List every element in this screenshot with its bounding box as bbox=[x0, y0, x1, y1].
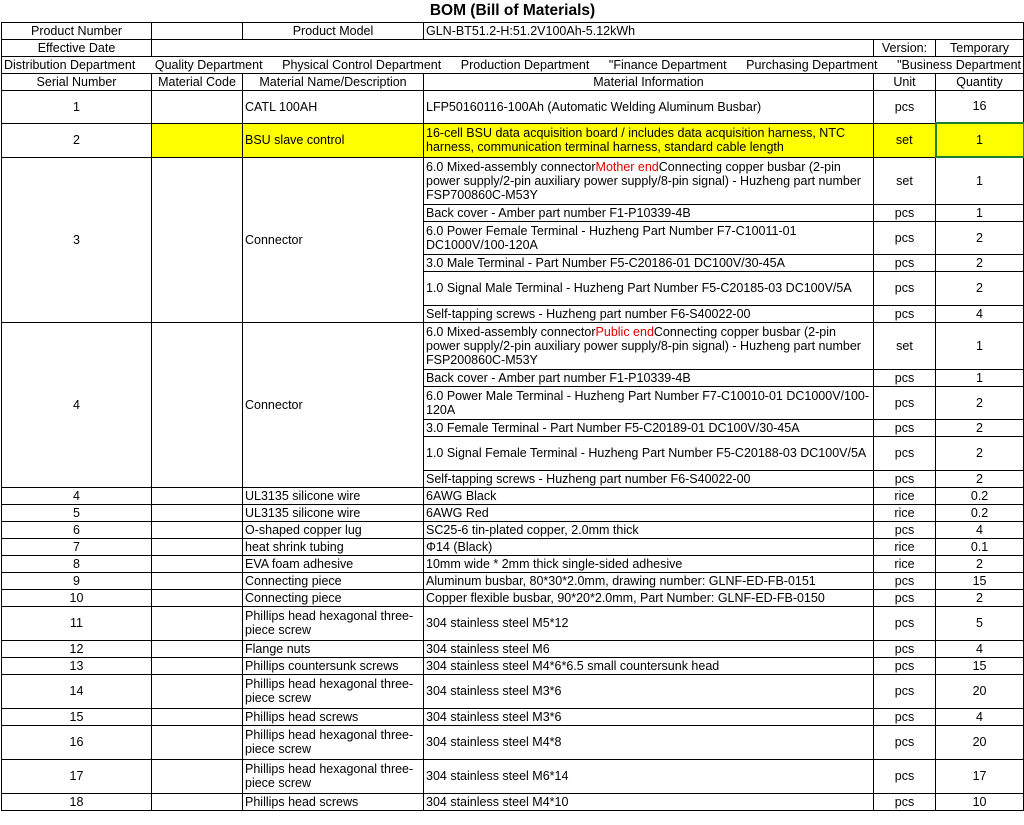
serial-cell: 9 bbox=[2, 572, 152, 589]
name-cell: Phillips head screws bbox=[243, 793, 424, 810]
table-row bbox=[2, 504, 1024, 521]
table-row bbox=[2, 657, 1024, 674]
code-cell[interactable] bbox=[152, 538, 243, 555]
table-row bbox=[2, 521, 1024, 538]
qty-cell: 2 bbox=[936, 386, 1024, 419]
name-cell: Phillips head hexagonal three-piece screw bbox=[243, 606, 424, 640]
code-cell[interactable] bbox=[152, 725, 243, 759]
code-cell[interactable] bbox=[152, 90, 243, 123]
unit-cell: pcs bbox=[874, 419, 936, 436]
code-cell[interactable] bbox=[152, 759, 243, 793]
qty-cell: 2 bbox=[936, 436, 1024, 470]
bom-table bbox=[1, 0, 1024, 811]
department-production: Production Department bbox=[460, 57, 590, 72]
info-cell: 16-cell BSU data acquisition board / includes data acquisition harness, NTC harness, communication terminal harness, standard cable length bbox=[424, 123, 874, 157]
table-row bbox=[2, 589, 1024, 606]
qty-cell: 1 bbox=[936, 204, 1024, 221]
qty-cell: 16 bbox=[936, 90, 1024, 123]
table-row bbox=[2, 708, 1024, 725]
info-cell: 304 stainless steel M6*14 bbox=[424, 759, 874, 793]
column-header-name: Material Name/Description bbox=[243, 73, 424, 90]
name-cell: UL3135 silicone wire bbox=[243, 504, 424, 521]
unit-cell: pcs bbox=[874, 204, 936, 221]
column-header-code: Material Code bbox=[152, 73, 243, 90]
info-cell: LFP50160116-100Ah (Automatic Welding Aluminum Busbar) bbox=[424, 90, 874, 123]
qty-cell: 2 bbox=[936, 221, 1024, 254]
column-header-serial: Serial Number bbox=[2, 73, 152, 90]
code-cell[interactable] bbox=[152, 322, 243, 487]
code-cell[interactable] bbox=[152, 606, 243, 640]
table-row bbox=[2, 90, 1024, 123]
qty-cell: 10 bbox=[936, 793, 1024, 810]
info-text: Connecting copper busbar (2-pin power supply/2-pin auxiliary power supply/8-pin signal) - Huzheng part number FSP200860C-M53Y bbox=[426, 324, 861, 367]
departments-cell bbox=[2, 56, 1024, 73]
code-cell[interactable] bbox=[152, 572, 243, 589]
name-cell: CATL 100AH bbox=[243, 90, 424, 123]
unit-cell: pcs bbox=[874, 436, 936, 470]
name-cell: EVA foam adhesive bbox=[243, 555, 424, 572]
version-value[interactable]: Temporary bbox=[936, 39, 1024, 56]
unit-cell: pcs bbox=[874, 759, 936, 793]
unit-cell: pcs bbox=[874, 271, 936, 305]
qty-cell: 20 bbox=[936, 725, 1024, 759]
qty-cell: 20 bbox=[936, 674, 1024, 708]
unit-cell: set bbox=[874, 157, 936, 204]
name-cell: Phillips head hexagonal three-piece screw bbox=[243, 674, 424, 708]
department-quality: Quality Department bbox=[154, 57, 263, 72]
qty-cell: 4 bbox=[936, 305, 1024, 322]
unit-cell: pcs bbox=[874, 386, 936, 419]
unit-cell: rice bbox=[874, 487, 936, 504]
unit-cell: pcs bbox=[874, 254, 936, 271]
departments-row bbox=[2, 56, 1024, 73]
name-cell: Connecting piece bbox=[243, 572, 424, 589]
table-row bbox=[2, 725, 1024, 759]
effective-date-row bbox=[2, 39, 1024, 56]
info-cell: 3.0 Female Terminal - Part Number F5-C20189-01 DC100V/30-45A bbox=[424, 419, 874, 436]
code-cell[interactable] bbox=[152, 487, 243, 504]
column-header-unit: Unit bbox=[874, 73, 936, 90]
table-row bbox=[2, 606, 1024, 640]
unit-cell: rice bbox=[874, 504, 936, 521]
name-cell: Connecting piece bbox=[243, 589, 424, 606]
info-cell: 304 stainless steel M6 bbox=[424, 640, 874, 657]
product-number-label: Product Number bbox=[2, 22, 152, 39]
info-text: 6.0 Mixed-assembly connector bbox=[426, 159, 596, 174]
info-text: Connecting copper busbar (2-pin power supply/2-pin auxiliary power supply/8-pin signal) - Huzheng part number FSP700860C-M53Y bbox=[426, 159, 861, 202]
qty-cell: 15 bbox=[936, 572, 1024, 589]
unit-cell: rice bbox=[874, 538, 936, 555]
qty-cell: 1 bbox=[936, 369, 1024, 386]
name-cell: heat shrink tubing bbox=[243, 538, 424, 555]
code-cell[interactable] bbox=[152, 123, 243, 157]
serial-cell: 14 bbox=[2, 674, 152, 708]
table-row-highlighted bbox=[2, 123, 1024, 157]
qty-cell: 2 bbox=[936, 470, 1024, 487]
unit-cell: pcs bbox=[874, 708, 936, 725]
code-cell[interactable] bbox=[152, 657, 243, 674]
info-cell: Φ14 (Black) bbox=[424, 538, 874, 555]
info-cell: 304 stainless steel M3*6 bbox=[424, 708, 874, 725]
info-text-red: Public end bbox=[595, 324, 654, 339]
serial-cell: 18 bbox=[2, 793, 152, 810]
column-header-row bbox=[2, 73, 1024, 90]
table-row bbox=[2, 674, 1024, 708]
unit-cell: pcs bbox=[874, 305, 936, 322]
department-business: "Business Department bbox=[897, 57, 1022, 72]
serial-cell: 7 bbox=[2, 538, 152, 555]
code-cell[interactable] bbox=[152, 157, 243, 322]
info-cell: 304 stainless steel M5*12 bbox=[424, 606, 874, 640]
info-cell: 304 stainless steel M4*6*6.5 small countersunk head bbox=[424, 657, 874, 674]
name-cell: Connector bbox=[243, 157, 424, 322]
unit-cell: pcs bbox=[874, 657, 936, 674]
product-model-label: Product Model bbox=[243, 22, 424, 39]
table-row bbox=[2, 322, 1024, 369]
info-text-red: Mother end bbox=[595, 159, 659, 174]
info-cell: Back cover - Amber part number F1-P10339-4B bbox=[424, 204, 874, 221]
serial-cell: 1 bbox=[2, 90, 152, 123]
unit-cell: set bbox=[874, 322, 936, 369]
serial-cell: 4 bbox=[2, 487, 152, 504]
product-model-value[interactable]: GLN-BT51.2-H:51.2V100Ah-5.12kWh bbox=[424, 22, 1024, 39]
info-cell: Self-tapping screws - Huzheng part number F6-S40022-00 bbox=[424, 305, 874, 322]
serial-cell: 16 bbox=[2, 725, 152, 759]
qty-cell: 1 bbox=[936, 157, 1024, 204]
code-cell[interactable] bbox=[152, 589, 243, 606]
table-row bbox=[2, 640, 1024, 657]
info-cell: Aluminum busbar, 80*30*2.0mm, drawing number: GLNF-ED-FB-0151 bbox=[424, 572, 874, 589]
unit-cell: rice bbox=[874, 555, 936, 572]
unit-cell: pcs bbox=[874, 90, 936, 123]
info-cell: 6.0 Power Female Terminal - Huzheng Part Number F7-C10011-01 DC1000V/100-120A bbox=[424, 221, 874, 254]
effective-date-label: Effective Date bbox=[2, 39, 152, 56]
serial-cell: 2 bbox=[2, 123, 152, 157]
info-cell bbox=[424, 322, 874, 369]
code-cell[interactable] bbox=[152, 674, 243, 708]
column-header-info: Material Information bbox=[424, 73, 874, 90]
code-cell[interactable] bbox=[152, 708, 243, 725]
serial-cell: 10 bbox=[2, 589, 152, 606]
info-cell: 6.0 Power Male Terminal - Huzheng Part Number F7-C10010-01 DC1000V/100-120A bbox=[424, 386, 874, 419]
table-row bbox=[2, 793, 1024, 810]
serial-cell: 5 bbox=[2, 504, 152, 521]
code-cell[interactable] bbox=[152, 640, 243, 657]
department-finance: "Finance Department bbox=[608, 57, 727, 72]
name-cell: Phillips countersunk screws bbox=[243, 657, 424, 674]
info-cell: SC25-6 tin-plated copper, 2.0mm thick bbox=[424, 521, 874, 538]
serial-cell: 4 bbox=[2, 322, 152, 487]
table-row bbox=[2, 538, 1024, 555]
name-cell: BSU slave control bbox=[243, 123, 424, 157]
unit-cell: pcs bbox=[874, 521, 936, 538]
unit-cell: pcs bbox=[874, 470, 936, 487]
info-cell: 1.0 Signal Female Terminal - Huzheng Part Number F5-C20188-03 DC100V/5A bbox=[424, 436, 874, 470]
name-cell: Phillips head hexagonal three-piece screw bbox=[243, 759, 424, 793]
info-cell bbox=[424, 157, 874, 204]
department-purchasing: Purchasing Department bbox=[746, 57, 878, 72]
name-cell: Phillips head screws bbox=[243, 708, 424, 725]
qty-cell: 2 bbox=[936, 555, 1024, 572]
info-cell: 6AWG Black bbox=[424, 487, 874, 504]
serial-cell: 6 bbox=[2, 521, 152, 538]
code-cell[interactable] bbox=[152, 793, 243, 810]
info-cell: 304 stainless steel M4*8 bbox=[424, 725, 874, 759]
qty-cell: 1 bbox=[936, 123, 1024, 157]
table-row bbox=[2, 572, 1024, 589]
name-cell: Connector bbox=[243, 322, 424, 487]
info-cell: 1.0 Signal Male Terminal - Huzheng Part Number F5-C20185-03 DC100V/5A bbox=[424, 271, 874, 305]
qty-cell: 2 bbox=[936, 271, 1024, 305]
qty-cell: 2 bbox=[936, 589, 1024, 606]
name-cell: O-shaped copper lug bbox=[243, 521, 424, 538]
qty-cell: 4 bbox=[936, 521, 1024, 538]
serial-cell: 17 bbox=[2, 759, 152, 793]
unit-cell: pcs bbox=[874, 589, 936, 606]
serial-cell: 3 bbox=[2, 157, 152, 322]
unit-cell: pcs bbox=[874, 369, 936, 386]
unit-cell: pcs bbox=[874, 572, 936, 589]
info-cell: 6AWG Red bbox=[424, 504, 874, 521]
table-row bbox=[2, 555, 1024, 572]
qty-cell: 5 bbox=[936, 606, 1024, 640]
info-cell: Copper flexible busbar, 90*20*2.0mm, Part Number: GLNF-ED-FB-0150 bbox=[424, 589, 874, 606]
version-label: Version: bbox=[874, 39, 936, 56]
qty-cell: 2 bbox=[936, 419, 1024, 436]
qty-cell: 2 bbox=[936, 254, 1024, 271]
department-distribution: Distribution Department bbox=[4, 57, 136, 72]
serial-cell: 13 bbox=[2, 657, 152, 674]
serial-cell: 11 bbox=[2, 606, 152, 640]
code-cell[interactable] bbox=[152, 504, 243, 521]
column-header-qty: Quantity bbox=[936, 73, 1024, 90]
qty-cell: 0.2 bbox=[936, 487, 1024, 504]
name-cell: UL3135 silicone wire bbox=[243, 487, 424, 504]
info-text: 6.0 Mixed-assembly connector bbox=[426, 324, 596, 339]
unit-cell: pcs bbox=[874, 606, 936, 640]
table-row bbox=[2, 157, 1024, 204]
unit-cell: set bbox=[874, 123, 936, 157]
product-row bbox=[2, 22, 1024, 39]
name-cell: Phillips head hexagonal three-piece screw bbox=[243, 725, 424, 759]
code-cell[interactable] bbox=[152, 555, 243, 572]
serial-cell: 12 bbox=[2, 640, 152, 657]
serial-cell: 15 bbox=[2, 708, 152, 725]
product-number-value[interactable] bbox=[152, 22, 243, 39]
qty-cell: 0.2 bbox=[936, 504, 1024, 521]
info-cell: 10mm wide * 2mm thick single-sided adhesive bbox=[424, 555, 874, 572]
unit-cell: pcs bbox=[874, 793, 936, 810]
info-cell: 304 stainless steel M4*10 bbox=[424, 793, 874, 810]
department-physical-control: Physical Control Department bbox=[282, 57, 442, 72]
code-cell[interactable] bbox=[152, 521, 243, 538]
unit-cell: pcs bbox=[874, 674, 936, 708]
unit-cell: pcs bbox=[874, 725, 936, 759]
qty-cell: 4 bbox=[936, 640, 1024, 657]
qty-cell: 0.1 bbox=[936, 538, 1024, 555]
title-row bbox=[2, 0, 1024, 22]
document-title: BOM (Bill of Materials) bbox=[2, 0, 1024, 22]
unit-cell: pcs bbox=[874, 221, 936, 254]
unit-cell: pcs bbox=[874, 640, 936, 657]
info-cell: Self-tapping screws - Huzheng part number F6-S40022-00 bbox=[424, 470, 874, 487]
qty-cell: 4 bbox=[936, 708, 1024, 725]
info-cell: 304 stainless steel M3*6 bbox=[424, 674, 874, 708]
table-row bbox=[2, 759, 1024, 793]
serial-cell: 8 bbox=[2, 555, 152, 572]
qty-cell: 1 bbox=[936, 322, 1024, 369]
qty-cell: 17 bbox=[936, 759, 1024, 793]
info-cell: 3.0 Male Terminal - Part Number F5-C20186-01 DC100V/30-45A bbox=[424, 254, 874, 271]
effective-date-value[interactable] bbox=[152, 39, 874, 56]
name-cell: Flange nuts bbox=[243, 640, 424, 657]
qty-cell: 15 bbox=[936, 657, 1024, 674]
info-cell: Back cover - Amber part number F1-P10339-4B bbox=[424, 369, 874, 386]
table-row bbox=[2, 487, 1024, 504]
